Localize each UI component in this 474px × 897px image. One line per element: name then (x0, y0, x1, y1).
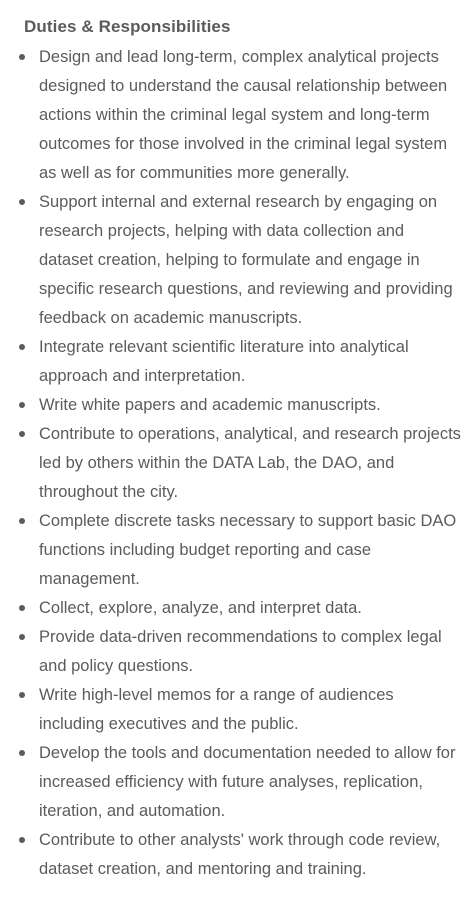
bullet-icon (19, 518, 25, 524)
list-item-text: Contribute to operations, analytical, and research projects led by others within the DATA Lab, the DAO, and throughout the city. (39, 425, 461, 501)
list-item (0, 188, 474, 333)
list-item (0, 391, 474, 420)
list-item (0, 420, 474, 507)
list-item-text: Write high-level memos for a range of audiences including executives and the public. (39, 686, 394, 733)
section-title: Duties & Responsibilities (24, 17, 231, 36)
list-item-text: Develop the tools and documentation needed to allow for increased efficiency with future analyses, replication, iteration, and automation. (39, 744, 456, 820)
bullet-icon (19, 750, 25, 756)
list-item (0, 507, 474, 594)
bullet-icon (19, 402, 25, 408)
bullet-icon (19, 837, 25, 843)
list-item-text: Collect, explore, analyze, and interpret data. (39, 599, 362, 617)
list-item-text: Contribute to other analysts' work through code review, dataset creation, and mentoring and training. (39, 831, 441, 878)
list-item-text: Design and lead long-term, complex analytical projects designed to understand the causal relationship between actions within the criminal legal system and long-term outcomes for those involved in the criminal legal system as well as for communities more generally. (39, 48, 448, 182)
duties-list (0, 43, 474, 884)
list-item (0, 43, 474, 188)
list-item (0, 739, 474, 826)
list-item-text: Provide data-driven recommendations to complex legal and policy questions. (39, 628, 442, 675)
list-item (0, 826, 474, 884)
bullet-icon (19, 692, 25, 698)
list-item (0, 333, 474, 391)
bullet-icon (19, 431, 25, 437)
bullet-icon (19, 199, 25, 205)
list-item (0, 594, 474, 623)
bullet-icon (19, 634, 25, 640)
list-item-text: Integrate relevant scientific literature into analytical approach and interpretation. (39, 338, 409, 385)
list-item-text: Write white papers and academic manuscripts. (39, 396, 381, 414)
bullet-icon (19, 344, 25, 350)
list-item (0, 623, 474, 681)
list-item (0, 681, 474, 739)
list-item-text: Support internal and external research by engaging on research projects, helping with data collection and dataset creation, helping to formulate and engage in specific research questions, and reviewing and providing feedback on academic manuscripts. (39, 193, 453, 327)
bullet-icon (19, 605, 25, 611)
bullet-icon (19, 54, 25, 60)
list-item-text: Complete discrete tasks necessary to support basic DAO functions including budget reporting and case management. (39, 512, 457, 588)
